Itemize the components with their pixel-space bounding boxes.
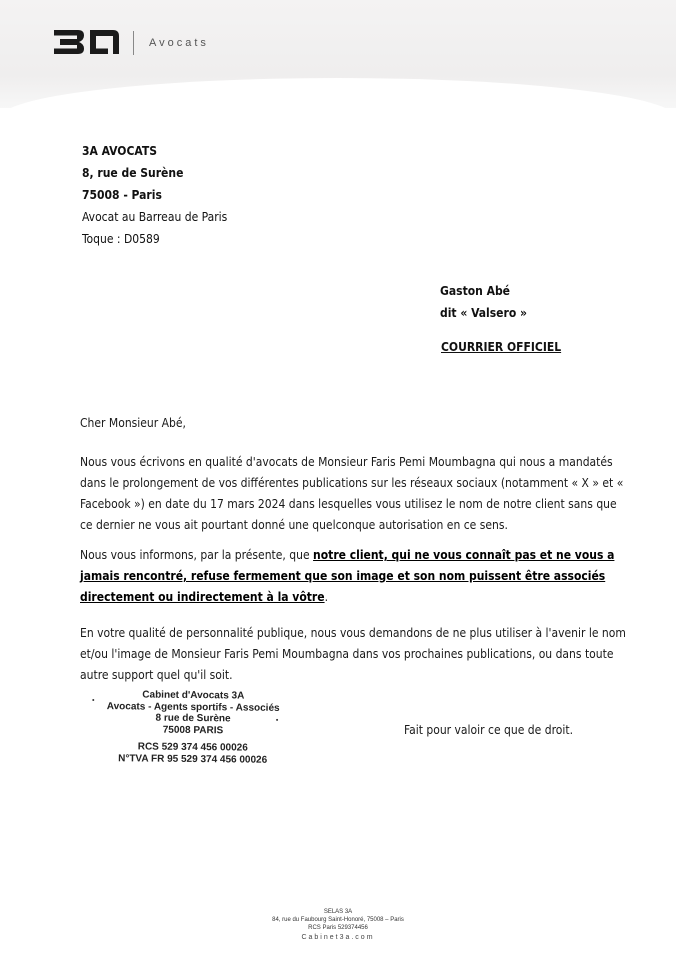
recipient-alias: dit « Valsero » (440, 306, 527, 320)
paragraph-2-emphasis: notre client, qui ne vous connaît pas et ne vous a jamais rencontré, refuse fermement que son image et son nom puissent être associés directement ou indirectement à la vôtre (80, 548, 615, 604)
letterhead-curve (0, 78, 676, 118)
closing-line: Fait pour valoir ce que de droit. (404, 723, 574, 737)
sender-city: 75008 - Paris (82, 188, 162, 202)
recipient-name: Gaston Abé (440, 284, 511, 298)
paragraph-3: En votre qualité de personnalité publique, nous vous demandons de ne plus utiliser à l'avenir le nom et/ou l'image de Monsieur Faris Pemi Moumbagna dans vos prochaines publications, ou dans toute autre support quel qu'il soit. (80, 626, 626, 682)
footer-website: Cabinet3a.com (301, 934, 375, 941)
stamp-line-3: 8 rue de Surène (155, 712, 231, 725)
stamp-dot (276, 719, 278, 721)
paragraph-1: Nous vous écrivons en qualité d'avocats de Monsieur Faris Pemi Moumbagna qui nous a mandatés dans le prolongement de vos différentes publications sur les réseaux sociaux (notamment « X » et « Facebook ») en date du 17 mars 2024 dans lesquelles vous utilisez le nom de notre client sans que ce dernier ne vous ait pourtant donné une quelconque autorisation en ce sens. (80, 455, 624, 532)
paragraph-2-end: . (324, 590, 329, 604)
stamp-line-5: RCS 529 374 456 00026 (137, 741, 248, 754)
footer-rcs: RCS Paris 529374456 (308, 925, 368, 931)
firm-stamp (98, 689, 289, 766)
recipient-block (440, 280, 527, 324)
salutation: Cher Monsieur Abé, (80, 416, 186, 430)
letterhead (0, 0, 676, 108)
sender-firm: 3A AVOCATS (82, 144, 157, 158)
official-mark: COURRIER OFFICIEL (441, 340, 562, 354)
sender-street: 8, rue de Surène (82, 166, 184, 180)
footer-company: SELAS 3A (323, 909, 353, 915)
sender-block (82, 140, 227, 250)
brand-word: Avocats (149, 37, 209, 49)
logo-separator (133, 31, 134, 55)
sender-toque: Toque : D0589 (82, 232, 160, 246)
stamp-line-6: N°TVA FR 95 529 374 456 00026 (118, 752, 268, 766)
stamp-line-4: 75008 PARIS (162, 724, 224, 736)
footer-address: 84, rue du Faubourg Saint-Honoré, 75008 – Paris (272, 917, 404, 923)
stamp-dot (92, 699, 94, 701)
paragraph-2-intro: Nous vous informons, par la présente, que (80, 548, 314, 562)
paragraph-2 (80, 545, 626, 608)
footer (0, 908, 676, 942)
3a-logo (52, 26, 120, 58)
stamp-line-1: Cabinet d'Avocats 3A (142, 689, 245, 702)
sender-bar: Avocat au Barreau de Paris (82, 210, 228, 224)
stamp-line-2: Avocats - Agents sportifs - Associés (106, 700, 280, 714)
